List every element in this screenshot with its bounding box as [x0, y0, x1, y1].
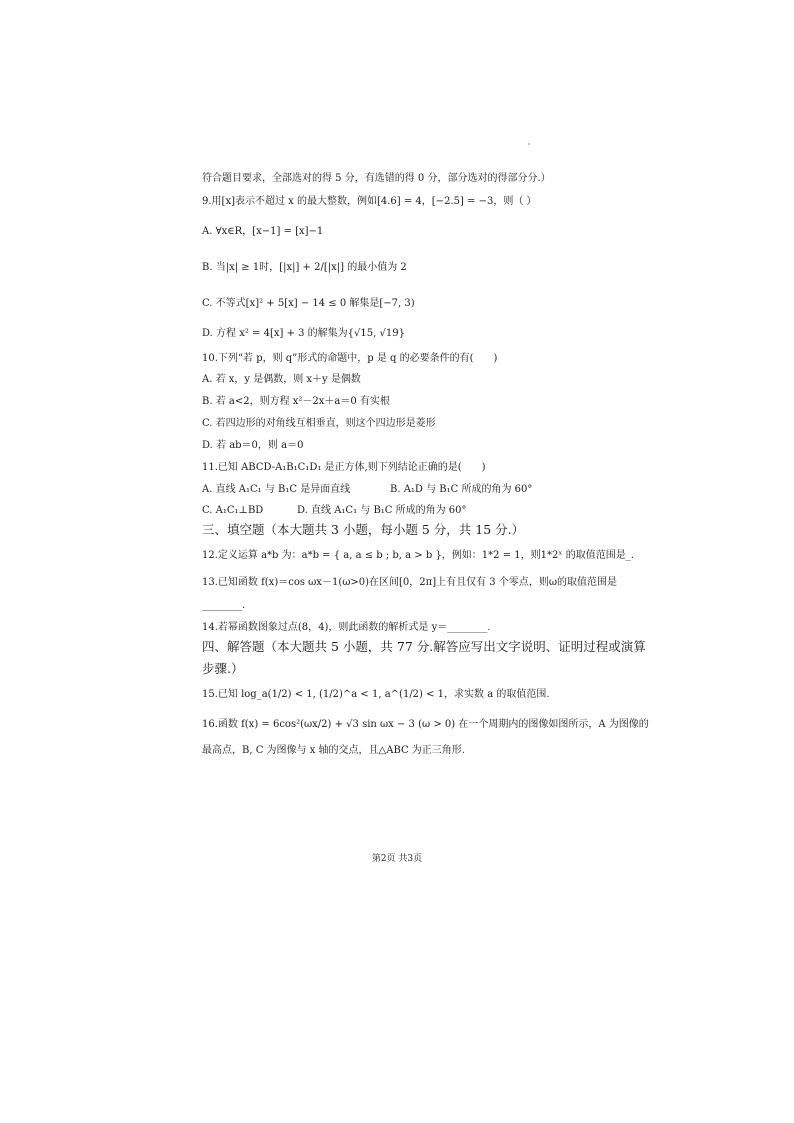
intro-line: 符合题目要求，全部选对的得 5 分，有选错的得 0 分，部分选对的得部分分.） [202, 173, 551, 184]
section-answer: 四、解答题（本大题共 5 小题，共 77 分.解答应写出文字说明、证明过程或演算 [202, 639, 646, 654]
q13-blank: ________. [202, 600, 246, 611]
question-11: 11.已知 ABCD-A₁B₁C₁D₁ 是正方体,则下列结论正确的是( ) [202, 462, 486, 473]
q9-option-a: A. ∀x∈R，[x−1] = [x]−1 [202, 226, 324, 237]
question-15: 15.已知 log_a(1/2) < 1, (1/2)^a < 1, a^(1/2) < 1，求实数 a 的取值范围. [202, 689, 550, 700]
q11-option-c: C. A₁C₁⊥BD [202, 505, 264, 516]
q11-option-b: B. A₁D 与 B₁C 所成的角为 60° [390, 484, 533, 495]
page-footer: 第2页 共3页 [371, 854, 423, 864]
q10-option-d: D. 若 ab＝0，则 a＝0 [202, 440, 304, 451]
q10-option-c: C. 若四边形的对角线互相垂直，则这个四边形是菱形 [202, 418, 436, 429]
question-13: 13.已知函数 f(x)＝cos ωx－1(ω>0)在区间[0，2π]上有且仅有 3 个零点，则ω的取值范围是 [202, 577, 617, 588]
q9-option-b: B. 当|x| ≥ 1时，[|x|] + 2/[|x|] 的最小值为 2 [202, 262, 407, 273]
question-14: 14.若幂函数图象过点(8，4)，则此函数的解析式是 y＝________. [202, 622, 491, 633]
q11-option-d: D. 直线 A₁C₁ 与 B₁C 所成的角为 60° [297, 505, 467, 516]
question-9: 9.用[x]表示不超过 x 的最大整数，例如[4.6] = 4，[−2.5] = −3，则（ ） [202, 196, 537, 207]
q9-option-c: C. 不等式[x]² + 5[x] − 14 ≤ 0 解集是[−7, 3) [202, 298, 415, 309]
q10-option-b: B. 若 a<2，则方程 x²－2x＋a＝0 有实根 [202, 396, 390, 407]
question-10: 10.下列“若 p，则 q”形式的命题中，p 是 q 的必要条件的有( ) [202, 353, 498, 364]
question-12: 12.定义运算 a*b 为：a*b = { a, a ≤ b ; b, a > b }，例如：1*2 = 1，则1*2ˣ 的取值范围是_. [202, 550, 634, 561]
scan-dot [528, 143, 530, 145]
question-16-cont: 最高点，B, C 为图像与 x 轴的交点，且△ABC 为正三角形. [202, 745, 465, 756]
q11-option-a: A. 直线 A₁C₁ 与 B₁C 是异面直线 [202, 484, 351, 495]
question-16: 16.函数 f(x) = 6cos²(ωx/2) + √3 sin ωx − 3 (ω > 0) 在一个周期内的图像如图所示，A 为图像的 [202, 719, 649, 730]
section-fill-in: 三、填空题（本大题共 3 小题，每小题 5 分，共 15 分.） [202, 522, 525, 537]
q10-option-a: A. 若 x，y 是偶数，则 x＋y 是偶数 [202, 374, 361, 385]
q9-option-d: D. 方程 x² = 4[x] + 3 的解集为{√15, √19} [202, 328, 405, 339]
section-answer-cont: 步骤.） [202, 661, 244, 676]
